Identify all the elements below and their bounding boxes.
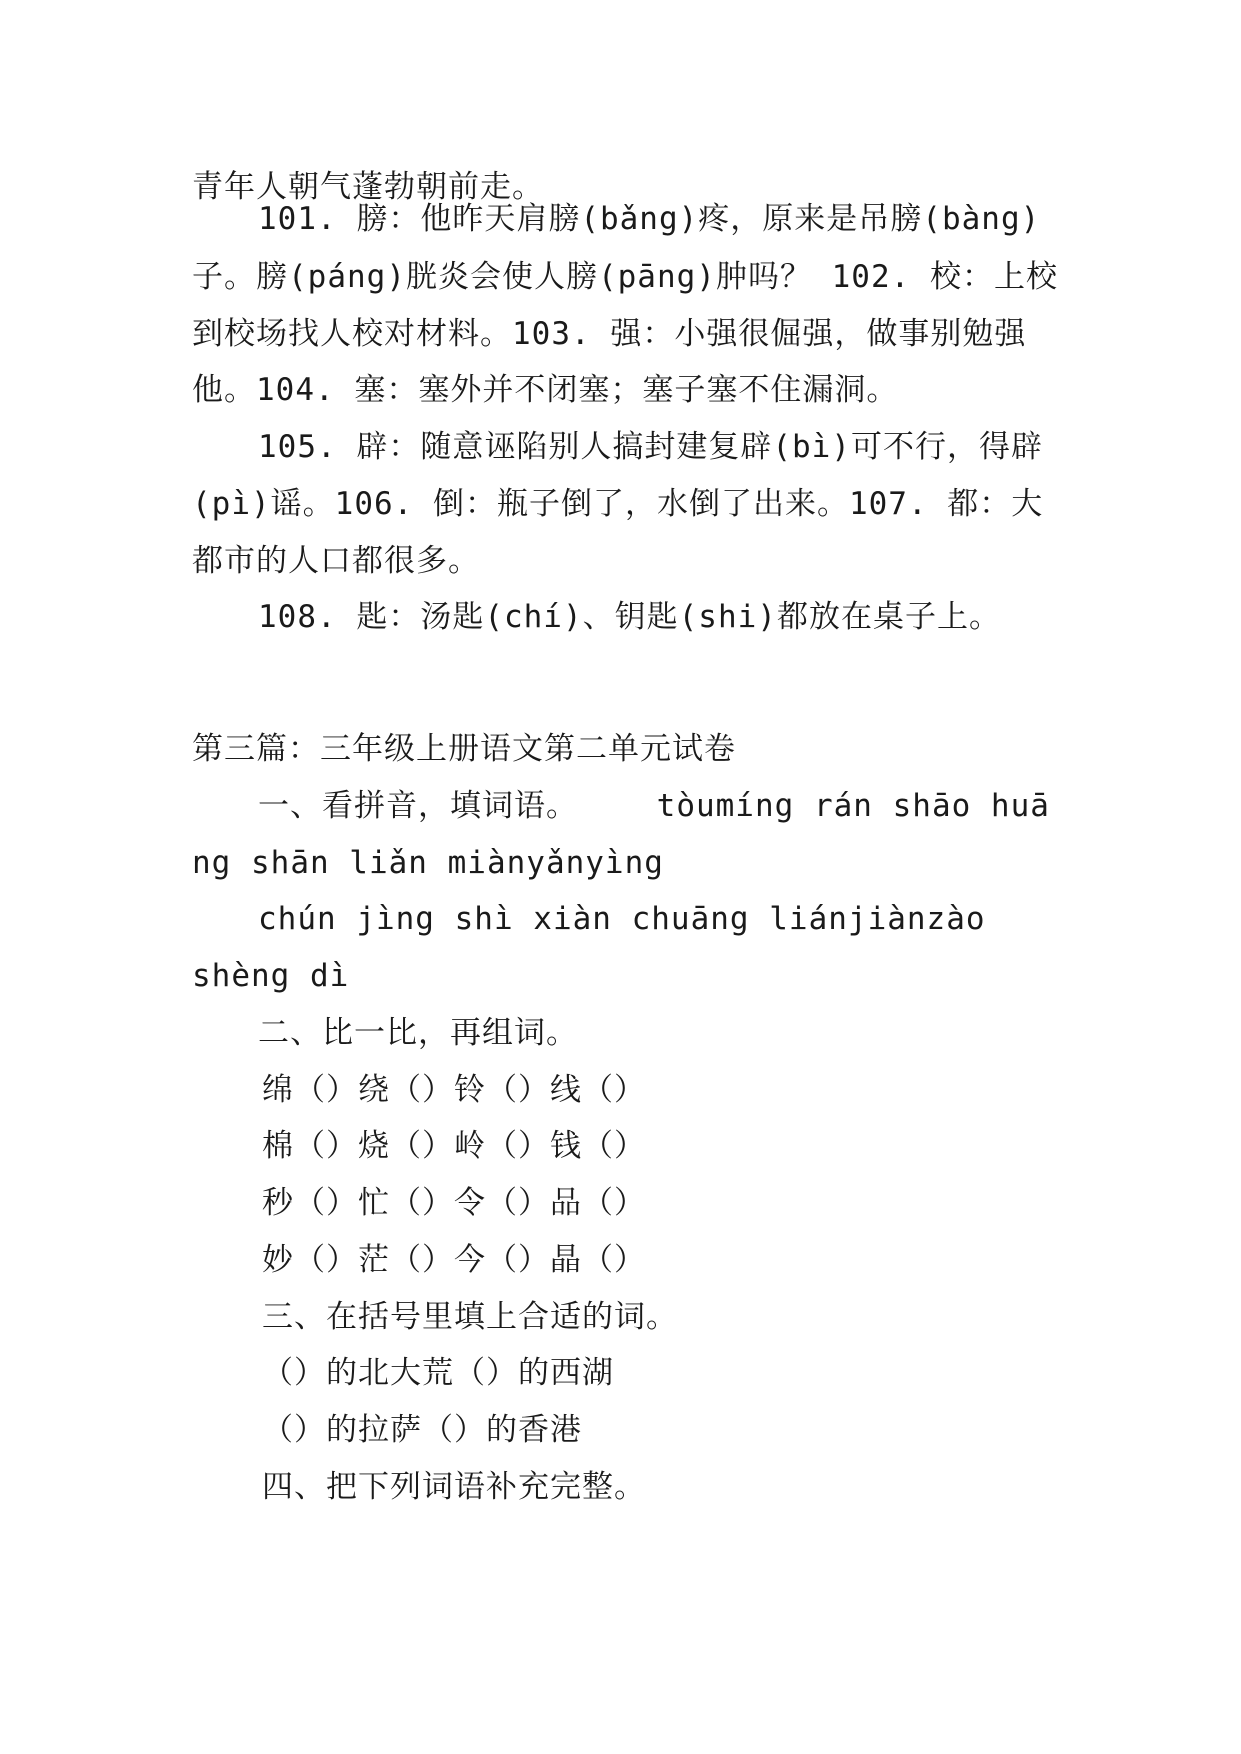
- text-line: 青年人朝气蓬勃朝前走。: [192, 169, 544, 205]
- text-line: 绵（）绕（）铃（）线（）: [262, 1072, 646, 1108]
- section-title: 第三篇：三年级上册语文第二单元试卷: [192, 731, 736, 767]
- text-line: 他。104. 塞：塞外并不闭塞；塞子塞不住漏洞。: [192, 372, 899, 408]
- text-line: shèng dì: [192, 958, 350, 994]
- text-line: 四、把下列词语补充完整。: [262, 1469, 646, 1505]
- text-line: ng shān liǎn miànyǎnyìng: [192, 845, 664, 881]
- text-line: 一、看拼音，填词语。 tòumíng rán shāo huā: [258, 788, 1050, 824]
- text-line: 妙（）茫（）今（）晶（）: [262, 1242, 646, 1278]
- text-line: 101. 膀：他昨天肩膀(bǎng)疼，原来是吊膀(bàng): [258, 201, 1041, 237]
- text-line: （）的拉萨（）的香港: [262, 1412, 582, 1448]
- text-line: 子。膀(páng)胱炎会使人膀(pāng)肿吗？ 102. 校：上校: [192, 259, 1058, 295]
- text-line: 三、在括号里填上合适的词。: [262, 1299, 678, 1335]
- text-line: 都市的人口都很多。: [192, 543, 480, 579]
- text-line: 二、比一比，再组词。: [258, 1015, 578, 1051]
- text-line: 棉（）烧（）岭（）钱（）: [262, 1128, 646, 1164]
- text-line: (pì)谣。106. 倒：瓶子倒了，水倒了出来。107. 都：大: [192, 486, 1044, 522]
- text-line: 108. 匙：汤匙(chí)、钥匙(shi)都放在桌子上。: [258, 599, 1001, 635]
- text-line: chún jìng shì xiàn chuāng liánjiànzào: [258, 901, 986, 937]
- text-line: （）的北大荒（）的西湖: [262, 1355, 614, 1391]
- text-line: 105. 辟：随意诬陷别人搞封建复辟(bì)可不行，得辟: [258, 429, 1043, 465]
- text-line: 秒（）忙（）令（）品（）: [262, 1185, 646, 1221]
- text-line: 到校场找人校对材料。103. 强：小强很倔强，做事别勉强: [192, 316, 1027, 352]
